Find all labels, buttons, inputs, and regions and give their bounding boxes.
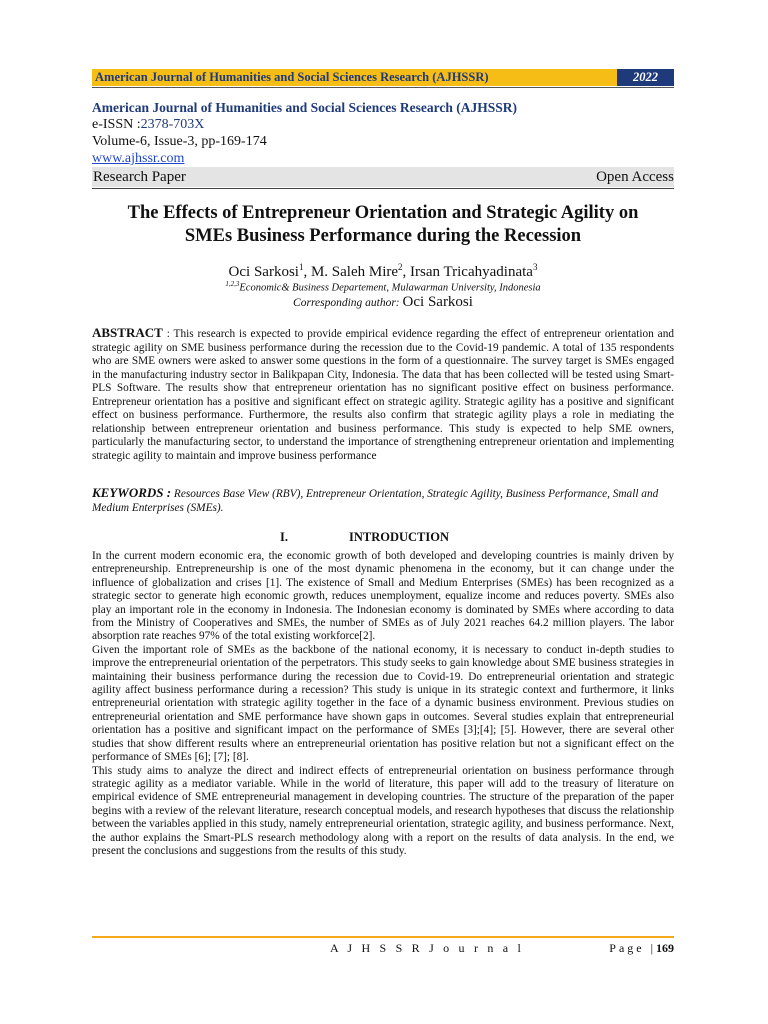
keywords-text: Resources Base View (RBV), Entrepreneur Orientation, Strategic Agility, Business Performance, Small and Medium Enterprises (SMEs).	[92, 488, 659, 514]
section-heading	[92, 529, 674, 545]
introduction-body	[92, 550, 674, 858]
author-affiliation: $^{1,2,3}$Economic& Business Departement, Mulawarman University, Indonesia	[225, 280, 541, 294]
access-type-label: Open Access	[596, 169, 674, 185]
journal-meta	[92, 99, 674, 167]
paragraph: Given the important role of SMEs as the backbone of the national economy, it is necessary to conduct in-depth studies to improve the entrepreneurial orientation of the perpetrators. This study seeks to gain knowledge about SME business strategies in maintaining their business performance during the recession due to Covid-19. Do entrepreneurial orientation and strategic agility affect business performance during a recession? This study is unique in its strategic context and furthermore, it links entrepreneurial orientation with strategic agility together in the face of a dynamic business environment. Previous studies on entrepreneurial orientation and SME performance have shown gaps in outcomes. Several studies explain that entrepreneurial orientation has a positive and significant impact on the performance of SMEs [3];[4]; [5]. However, there are several other studies that show different results where an entrepreneurial orientation has positive relation but not a significant effect on the performance of SMEs [6]; [7]; [8].	[92, 643, 674, 764]
abstract-text: : This research is expected to provide empirical evidence regarding the effect of entrepreneur orientation and strategic agility on SME business performance during the recession due to the Covid-19 pandemic. A total of 135 respondents who are SME owners were asked to answer some questions in the form of a questionnaire. The survey target is SMEs engaged in the manufacturing industry sector in Balikpapan City, Indonesia. The data that has been collected will be tested using Smart-PLS Software. The results show that entrepreneur orientation has no significant positive effect on business performance. Entrepreneur orientation has a positive and significant effect on strategic agility. Strategic agility has a positive and significant effect on business performance. Furthermore, the results also confirm that strategic agility plays a role in mediating the relationship between entrepreneur orientation and business performance. This study is expected to help SME owners, particularly the manufacturing sector, to understand the importance of strengthening entrepreneur orientation and implementing strategic agility to maintain and improve business performance	[92, 328, 674, 462]
paper-title: The Effects of Entrepreneur Orientation and Strategic Agility on SMEs Business Performance during the Recession	[127, 203, 639, 246]
journal-header-band	[92, 69, 674, 86]
abstract-block	[92, 326, 674, 463]
section-title: INTRODUCTION	[349, 530, 450, 544]
abstract-label: ABSTRACT	[92, 325, 163, 340]
type-divider	[92, 188, 674, 189]
meta-issn: e-ISSN :2378-703X	[92, 117, 205, 132]
meta-journal-title: American Journal of Humanities and Social Sciences Research (AJHSSR)	[92, 100, 517, 115]
header-year: 2022	[617, 69, 674, 86]
header-divider	[92, 87, 674, 88]
footer-divider	[92, 936, 674, 938]
footer-page-number: Page |169	[609, 941, 674, 955]
keywords-block	[92, 486, 674, 515]
journal-website-link[interactable]: www.ajhssr.com	[92, 151, 185, 166]
corresponding-author: Corresponding author: Oci Sarkosi	[293, 294, 473, 310]
footer-journal-name: A J H S S R J o u r n a l	[330, 941, 525, 955]
meta-issn-number: 2378-703X	[140, 117, 205, 132]
author-list: Oci Sarkosi$^1$, M. Saleh Mire$^2$, Irsan Tricahyadinata$^3$	[228, 262, 538, 280]
meta-volume: Volume-6, Issue-3, pp-169-174	[92, 134, 267, 149]
paper-type-bar	[92, 167, 674, 187]
section-number: I.	[280, 530, 288, 544]
keywords-label: KEYWORDS :	[92, 485, 172, 500]
header-journal-name: American Journal of Humanities and Social Sciences Research (AJHSSR)	[95, 70, 489, 84]
paper-type-label: Research Paper	[93, 169, 186, 185]
paragraph: This study aims to analyze the direct and indirect effects of entrepreneurial orientation on business performance through strategic agility as a mediator variable. While in the world of literature, this paper will add to the treasury of literature on empirical evidence of SME entrepreneurial management in developing countries. The structure of the preparation of the paper begins with a review of the relevant literature, research conceptual models, and research hypotheses that discuss the relationship between the variables applied in this study, namely entrepreneurial orientation, strategic agility, and business performance. Next, the author explains the Smart-PLS research methodology along with a report on the results of data analysis. In the end, we present the conclusions and suggestions from the results of this study.	[92, 764, 674, 857]
paragraph: In the current modern economic era, the economic growth of both developed and developing countries is mainly driven by entrepreneurship. Entrepreneurship is one of the most dynamic phenomena in the economy, but it can change under the influence of globalization and crises [1]. The existence of Small and Medium Enterprises (SMEs) has been recognized as a strategic sector to generate high economic growth, reduces unemployment, equalize income and reduces poverty. SMEs also play an important role in the economy in Indonesia. The Indonesian economy is dominated by SMEs where according to data from the Ministry of Cooperatives and SMEs, the number of SMEs as of July 2021 reaches 64.2 million players. The labor absorption rate reaches 97% of the total existing workforce[2].	[92, 550, 674, 643]
